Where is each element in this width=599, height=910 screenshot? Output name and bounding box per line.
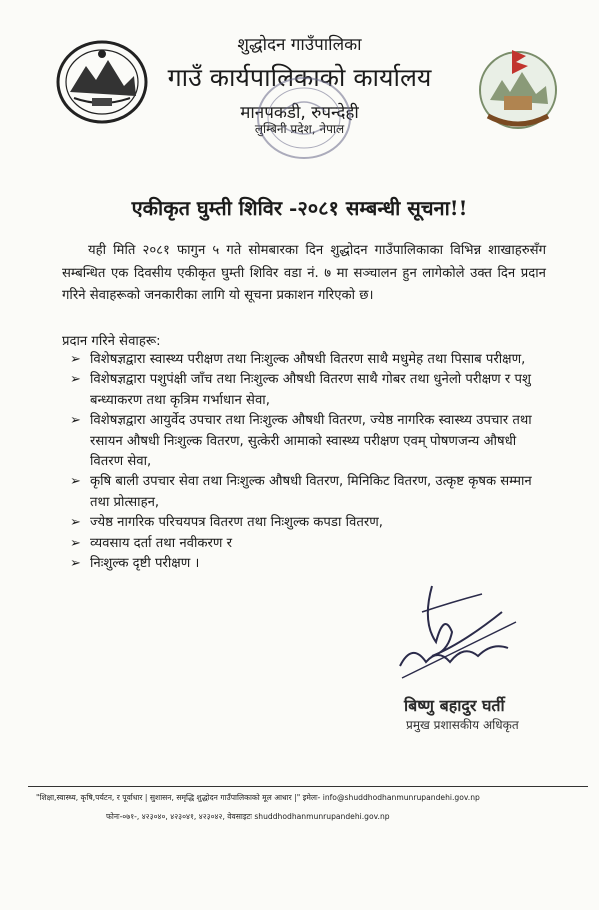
footer-divider <box>28 786 588 787</box>
arrow-bullet-icon: ➢ <box>70 352 81 367</box>
signatory-name: बिष्णु बहादुर घर्ती <box>404 696 505 715</box>
service-item-text: विशेषज्ञद्वारा आयुर्वेद उपचार तथा निःशुल्क औषधी वितरण, ज्येष्ठ नागरिक स्वास्थ्य उपचार तथा रसायन औषधी निःशुल्क वितरण, सुत्केरी आमाको स्वास्थ्य परीक्षण एवम् पोषणजन्य औषधी वितरण सेवा, <box>90 413 532 470</box>
arrow-bullet-icon: ➢ <box>70 413 81 429</box>
service-item-text: विशेषज्ञद्वारा पशुपंक्षी जाँच तथा निःशुल्क औषधी वितरण साथै गोबर तथा धुनेलो परीक्षण र पशु बन्ध्याकरण तथा कृत्रिम गर्भाधान सेवा, <box>90 372 531 408</box>
address-line-1: मानपकडी, रुपन्देही <box>240 103 359 123</box>
service-item <box>62 513 552 533</box>
arrow-bullet-icon: ➢ <box>70 556 81 572</box>
service-item <box>62 554 552 574</box>
service-item <box>62 472 552 513</box>
office-name: गाउँ कार्यपालिकाको कार्यालय <box>167 63 432 92</box>
address-line-2: लुम्बिनी प्रदेश, नेपाल <box>254 122 345 136</box>
service-item-text: विशेषज्ञद्वारा स्वास्थ्य परीक्षण तथा निःशुल्क औषधी वितरण साथै मधुमेह तथा पिसाब परीक्षण, <box>90 352 526 367</box>
service-item <box>62 350 552 370</box>
signatory-role: प्रमुख प्रशासकीय अधिकृत <box>406 718 519 732</box>
arrow-bullet-icon: ➢ <box>70 372 81 388</box>
service-item <box>62 534 552 554</box>
service-item-text: निःशुल्क दृष्टी परीक्षण । <box>90 556 200 572</box>
notice-intro-paragraph: यही मिति २०८१ फागुन ५ गते सोमबारका दिन शुद्धोदन गाउँपालिकाका विभिन्न शाखाहरुसँग सम्बन्धित एक दिवसीय एकीकृत घुम्ती शिविर वडा नं. ७ मा सञ्चालन हुन लागेकोले उक्त दिन प्रदान गरिने सेवाहरूको जनकारीका लागि यो सूचना प्रकाशन गरिएको छ। <box>62 243 546 303</box>
official-stamp-icon <box>252 72 356 164</box>
service-item-text: व्यवसाय दर्ता तथा नवीकरण र <box>90 535 233 551</box>
footer-line-2: फोनः-०७१-, ४२३०४०, ४२३०४१, ४२३०४२, वेवसाइटः shuddhodhanmunrupandehi.gov.np <box>106 812 390 821</box>
notice-title: एकीकृत घुम्ती शिविर -२०८१ सम्बन्धी सूचना!! <box>131 196 468 220</box>
footer-line-1: "शिक्षा,स्वास्थ्य, कृषि,पर्यटन, र पूर्वाधार | सुशासन, समृद्धि शुद्धोदन गाउँपालिकाको मूल आधार |" इमेलः- info@shuddhodhanmunrupandehi.gov.np <box>36 793 480 802</box>
services-heading: प्रदान गरिने सेवाहरू: <box>62 334 161 349</box>
arrow-bullet-icon: ➢ <box>70 515 81 531</box>
arrow-bullet-icon: ➢ <box>70 535 81 551</box>
service-item <box>62 370 552 411</box>
service-item-text: ज्येष्ठ नागरिक परिचयपत्र वितरण तथा निःशुल्क कपडा वितरण, <box>90 515 383 531</box>
service-list <box>62 350 552 574</box>
arrow-bullet-icon: ➢ <box>70 474 81 490</box>
municipality-name: शुद्धोदन गाउँपालिका <box>237 35 362 55</box>
service-item-text: कृषि बाली उपचार सेवा तथा निःशुल्क औषधी वितरण, मिनिकिट वितरण, उत्कृष्ट कृषक सम्मान तथा प्रोत्साहन, <box>90 474 532 510</box>
service-item <box>62 411 552 472</box>
handwritten-signature-icon <box>392 582 522 702</box>
